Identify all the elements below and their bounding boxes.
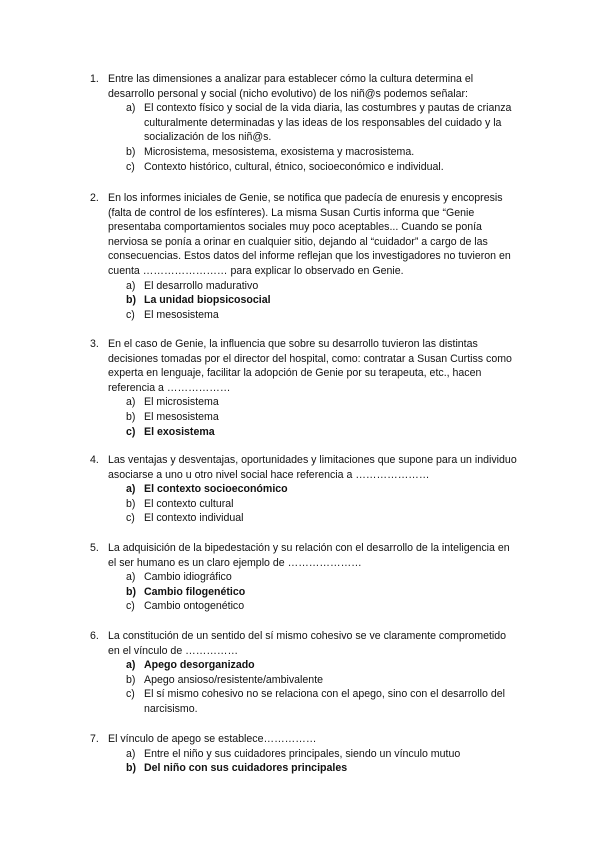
question-stem: El vínculo de apego se establece…………… [108,733,317,745]
question-2 [90,191,520,322]
option-b-correct [126,761,520,776]
question-stem: La constitución de un sentido del sí mismo cohesivo se ve claramente comprometido en el vínculo de …………… [108,630,507,657]
option-text: Cambio ontogenético [144,600,245,613]
question-number: 1. [90,73,99,85]
option-c [126,687,520,716]
option-text: El sí mismo cohesivo no se relaciona con el apego, sino con el desarrollo del narcisismo. [144,688,505,715]
option-letter: b) [126,762,136,775]
option-letter: b) [126,497,136,510]
question-stem: En el caso de Genie, la influencia que sobre su desarrollo tuvieron las distintas decisiones tomadas por el director del hospital, como: contratar a Susan Curtiss como experta en lenguaje, facilitar la adopción de Genie por su terapeuta, etc., hacen referencia a ……………… [108,338,512,394]
option-c [126,308,520,323]
option-a [126,570,520,585]
option-text: El exosistema [144,425,215,438]
option-text: La unidad biopsicosocial [144,294,271,307]
question-stem: Entre las dimensiones a analizar para establecer cómo la cultura determina el desarrollo personal y social (nicho evolutivo) de los niñ@s podemos señalar: [108,73,474,100]
option-text: El desarrollo madurativo [144,279,259,292]
option-letter: b) [126,673,136,686]
option-letter: b) [126,145,136,158]
question-4 [90,453,520,526]
option-a-correct [126,482,520,497]
option-letter: a) [126,102,136,115]
option-letter: c) [126,512,135,525]
question-stem: En los informes iniciales de Genie, se notifica que padecía de enuresis y encopresis (falta de control de los esfínteres). La misma Susan Curtis informa que “Genie presentaba comportamientos sociales muy poco aceptables... Cuando se ponía nerviosa se ponía a orinar en cualquier sitio, dejando al “cuidador” a cargo de las consecuencias. Estos datos del informe reflejan que los investigadores no tuvieron en cuenta …………………… para explicar lo observado en Genie. [108,192,511,277]
option-letter: a) [126,659,136,672]
option-b-correct [126,585,520,600]
option-b [126,497,520,512]
option-letter: a) [126,396,136,409]
option-letter: a) [126,279,136,292]
option-letter: c) [126,425,136,438]
question-5 [90,541,520,614]
option-text: Apego ansioso/resistente/ambivalente [144,673,324,686]
question-6 [90,629,520,717]
option-b [126,673,520,688]
option-c [126,599,520,614]
option-text: Del niño con sus cuidadores principales [144,762,348,775]
option-b [126,145,520,160]
option-c [126,511,520,526]
option-a [126,747,520,762]
option-text: El contexto socioeconómico [144,483,288,496]
question-number: 7. [90,733,99,745]
option-letter: a) [126,483,136,496]
options-list [90,747,520,776]
option-text: Cambio idiográfico [144,571,232,584]
options-list [90,658,520,716]
option-a [126,279,520,294]
option-text: El mesosistema [144,410,219,423]
question-stem: La adquisición de la bipedestación y su relación con el desarrollo de la inteligencia en el ser humano es un claro ejemplo de ………………… [108,542,510,569]
question-number: 6. [90,630,99,642]
option-a [126,395,520,410]
option-letter: a) [126,571,136,584]
option-text: Apego desorganizado [144,659,255,672]
options-list [90,482,520,526]
option-text: El microsistema [144,396,219,409]
option-letter: c) [126,600,135,613]
option-letter: b) [126,294,136,307]
option-letter: c) [126,160,135,173]
option-a [126,101,520,145]
question-7 [90,732,520,776]
question-stem: Las ventajas y desventajas, oportunidades y limitaciones que supone para un individuo asociarse a uno u otro nivel social hace referencia a ………………… [108,454,517,481]
option-c-correct [126,425,520,440]
option-letter: b) [126,410,136,423]
option-letter: c) [126,688,135,701]
option-text: Cambio filogenético [144,585,246,598]
option-c [126,160,520,175]
option-a-correct [126,658,520,673]
option-text: Microsistema, mesosistema, exosistema y macrosistema. [144,145,415,158]
question-number: 4. [90,454,99,466]
option-b-correct [126,293,520,308]
options-list [90,570,520,614]
options-list [90,279,520,323]
options-list [90,395,520,439]
options-list [90,101,520,174]
question-1 [90,72,520,174]
question-number: 5. [90,542,99,554]
option-text: El contexto físico y social de la vida diaria, las costumbres y pautas de crianza culturalmente determinadas y las ideas de los responsables del cuidado y la socialización de los niñ@s. [144,102,512,144]
option-letter: c) [126,308,135,321]
option-text: Contexto histórico, cultural, étnico, socioeconómico e individual. [144,160,444,173]
option-letter: a) [126,747,136,760]
option-b [126,410,520,425]
question-3 [90,337,520,439]
option-text: El contexto cultural [144,497,234,510]
option-letter: b) [126,585,136,598]
question-number: 2. [90,192,99,204]
option-text: El mesosistema [144,308,219,321]
option-text: El contexto individual [144,512,244,525]
question-number: 3. [90,338,99,350]
option-text: Entre el niño y sus cuidadores principales, siendo un vínculo mutuo [144,747,461,760]
